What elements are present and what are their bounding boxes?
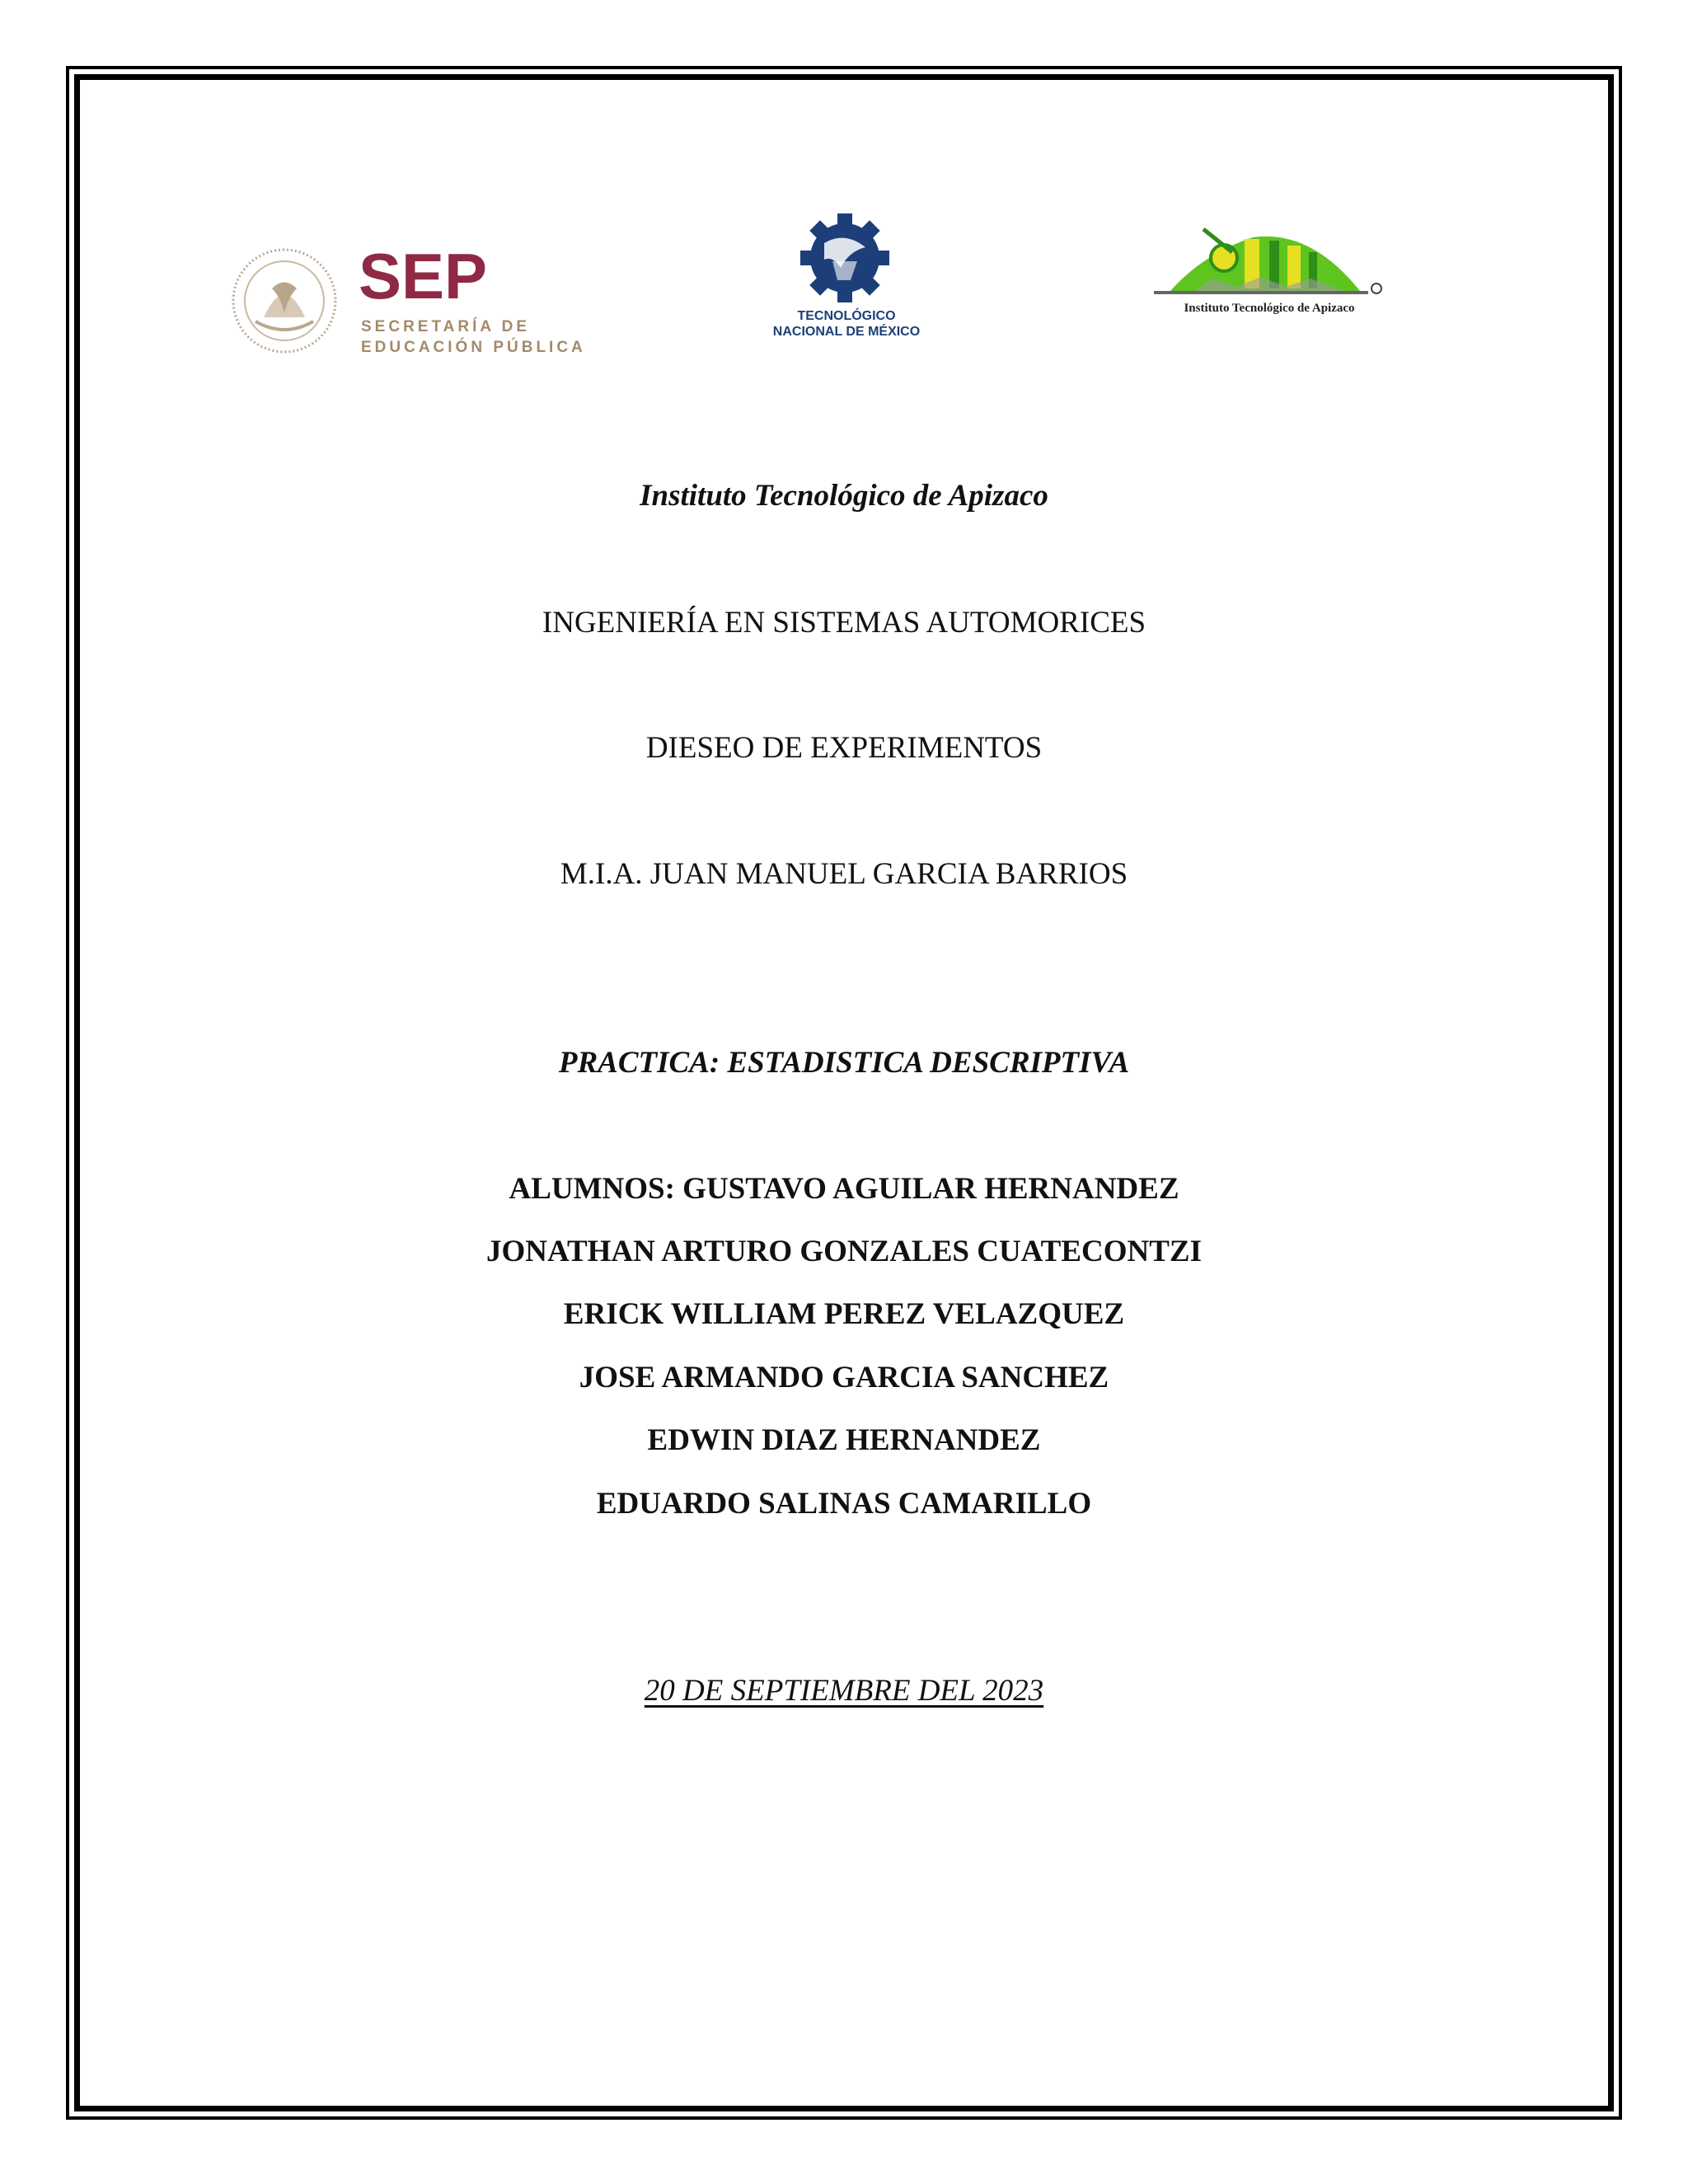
- practice-title: PRACTICA: ESTADISTICA DESCRIPTIVA: [558, 1046, 1130, 1080]
- mexican-coat-of-arms-icon: [233, 250, 335, 352]
- sep-subtitle-1: SECRETARÍA DE: [361, 318, 531, 335]
- institute-name: Instituto Tecnológico de Apizaco: [640, 479, 1048, 513]
- sep-subtitle-2: EDUCACIÓN PÚBLICA: [361, 339, 586, 356]
- submission-date: 20 DE SEPTIEMBRE DEL 2023: [644, 1674, 1044, 1708]
- student-name: ERICK WILLIAM PEREZ VELAZQUEZ: [563, 1297, 1125, 1331]
- ita-caption: Instituto Tecnológico de Apizaco: [1184, 302, 1355, 315]
- tecnm-line-1: TECNOLÓGICO: [797, 309, 896, 323]
- career-name: INGENIERÍA EN SISTEMAS AUTOMORICES: [542, 606, 1146, 640]
- course-name: DIESEO DE EXPERIMENTOS: [645, 731, 1043, 765]
- student-name: ALUMNOS: GUSTAVO AGUILAR HERNANDEZ: [509, 1172, 1179, 1206]
- page-border-inner: [74, 74, 1614, 2111]
- sep-logo: [231, 239, 593, 363]
- tecnm-logo: [758, 210, 935, 342]
- tecnm-line-2: NACIONAL DE MÉXICO: [772, 325, 921, 339]
- student-name: JOSE ARMANDO GARCIA SANCHEZ: [579, 1361, 1109, 1394]
- gear-icon: [800, 213, 889, 302]
- ita-emblem-icon: [1154, 229, 1381, 294]
- student-name: EDWIN DIAZ HERNANDEZ: [647, 1423, 1041, 1457]
- student-name: JONATHAN ARTURO GONZALES CUATECONTZI: [486, 1235, 1202, 1268]
- professor-name: M.I.A. JUAN MANUEL GARCIA BARRIOS: [560, 857, 1128, 891]
- ita-logo: [1154, 221, 1401, 320]
- student-name: EDUARDO SALINAS CAMARILLO: [596, 1487, 1092, 1521]
- sep-wordmark: SEP: [359, 240, 488, 312]
